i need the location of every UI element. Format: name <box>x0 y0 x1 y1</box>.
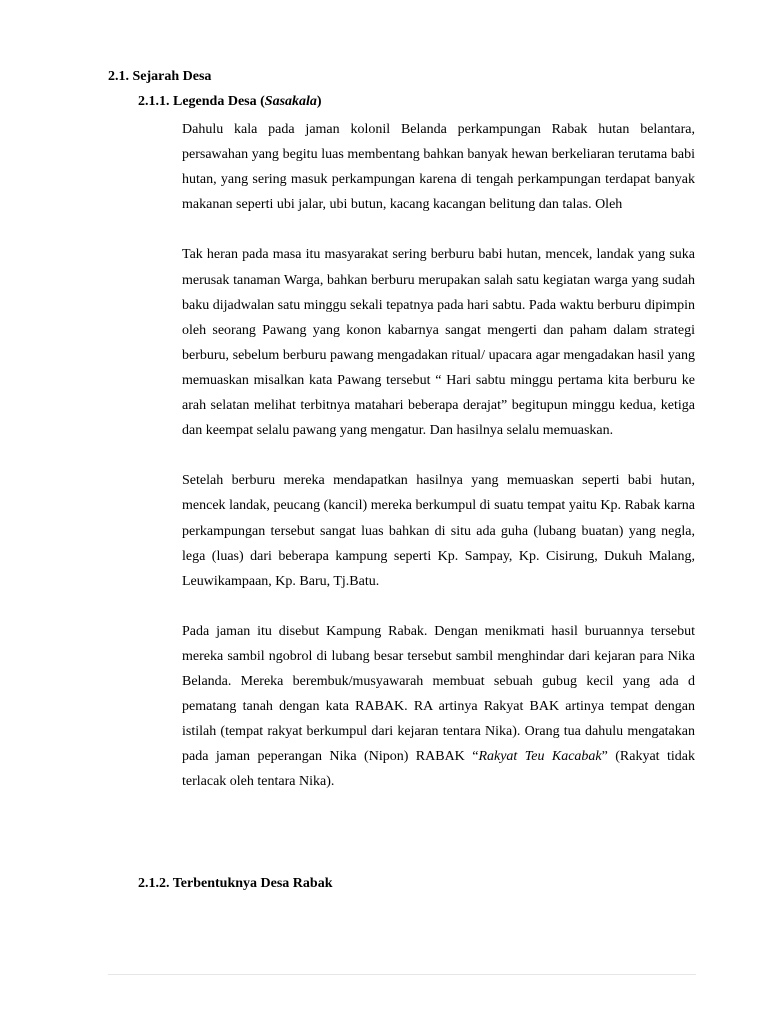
subsection-heading-legenda <box>138 92 322 112</box>
paragraph: Tak heran pada masa itu masyarakat sering berburu babi hutan, mencek, landak yang suka merusak tanaman Warga, bahkan berburu merupakan salah satu kegiatan warga yang sudah baku dijadwalan satu minggu sekali tepatnya pada hari sabtu. Pada waktu berburu dipimpin oleh seorang Pawang yang konon kabarnya sangat mengerti dan paham dalam strategi berburu, sebelum berburu pawang mengadakan ritual/ upacara agar mengadakan hasil yang memuaskan misalkan kata Pawang tersebut “ Hari sabtu minggu pertama kita berburu ke arah selatan melihat terbitnya matahari beberapa derajat” begitupun minggu kedua, ketiga dan keempat selalu pawang yang mengatur. Dan hasilnya selalu memuaskan. <box>182 247 695 439</box>
paragraph <box>182 619 695 795</box>
subsection-heading-suffix: ) <box>316 94 322 109</box>
subsection-heading-italic: Sasakala <box>264 94 317 109</box>
paragraph: Setelah berburu mereka mendapatkan hasilnya yang memuaskan seperti babi hutan, mencek landak, peucang (kancil) mereka berkumpul di suatu tempat yaitu Kp. Rabak karna perkampungan tersebut sangat luas bahkan di situ ada guha (lubang buatan) yang negla, lega (luas) dari beberapa kampung seperti Kp. Sampay, Kp. Cisirung, Dukuh Malang, Leuwikampaan, Kp. Baru, Tj.Batu. <box>182 473 695 589</box>
paragraph-text: Pada jaman itu disebut Kampung Rabak. Dengan menikmati hasil buruannya tersebut mereka sambil ngobrol di lubang besar tersebut sambil menghindar dari kejaran para Nika Belanda. Mereka berembuk/musyawarah membuat sebuah gubug kecil yang ada d pematang tanah dengan kata RABAK. RA artinya Rakyat BAK artinya tempat dengan istilah (tempat rakyat berkumpul dari kejaran tentara Nika). Orang tua dahulu mengatakan pada jaman peperangan Nika (Nipon) RABAK “ <box>182 623 695 765</box>
paragraph-text-end: ” (Rakyat tidak terlacak oleh tentara Nika). <box>182 749 695 790</box>
subsection-heading-prefix: 2.1.1. Legenda Desa ( <box>138 94 265 109</box>
paragraph: Dahulu kala pada jaman kolonil Belanda perkampungan Rabak hutan belantara, persawahan yang begitu luas membentang bahkan banyak hewan berkeliaran terutama babi hutan, yang sering masuk perkampungan karena di tengah perkampungan terdapat banyak makanan seperti ubi jalar, ubi butun, kacang kacangan belitung dan talas. Oleh <box>182 122 695 213</box>
footer-divider <box>108 974 696 975</box>
subsection-heading-terbentuknya: 2.1.2. Terbentuknya Desa Rabak <box>138 876 333 891</box>
paragraph-italic-phrase: Rakyat Teu Kacabak <box>478 749 602 765</box>
body-text <box>182 117 695 820</box>
section-heading: 2.1. Sejarah Desa <box>108 69 212 84</box>
